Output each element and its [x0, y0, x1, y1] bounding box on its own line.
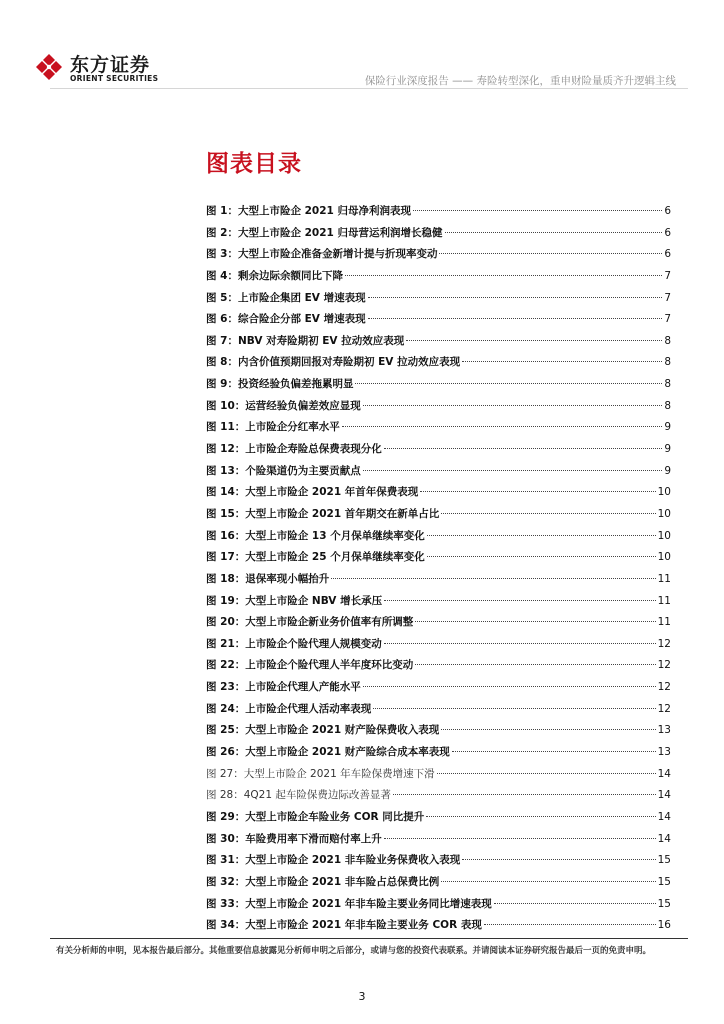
toc-entry-label: 图 7：NBV 对寿险期初 EV 拉动效应表现: [206, 334, 405, 347]
toc-dot-leader: [462, 361, 662, 362]
toc-entry-label: 图 16：大型上市险企 13 个月保单继续率变化: [206, 529, 425, 542]
toc-entry[interactable]: [206, 807, 671, 829]
toc-dot-leader: [384, 838, 656, 839]
toc-dot-leader: [439, 253, 662, 254]
toc-dot-leader: [368, 318, 663, 319]
toc-entry-page-number: 12: [657, 681, 671, 694]
toc-entry[interactable]: [206, 699, 671, 721]
toc-entry[interactable]: [206, 612, 671, 634]
toc-entry-label: 图 21：上市险企个险代理人规模变动: [206, 637, 382, 650]
toc-dot-leader: [363, 470, 663, 471]
toc-entry-page-number: 11: [657, 572, 671, 585]
toc-dot-leader: [373, 708, 655, 709]
figure-table-of-contents: [206, 201, 671, 937]
toc-entry[interactable]: [206, 742, 671, 764]
toc-entry[interactable]: [206, 352, 671, 374]
toc-entry-label: 图 12：上市险企寿险总保费表现分化: [206, 443, 382, 456]
toc-dot-leader: [437, 773, 656, 774]
toc-dot-leader: [452, 751, 656, 752]
toc-entry-page-number: 11: [657, 594, 671, 607]
toc-entry-page-number: 14: [657, 767, 671, 780]
toc-dot-leader: [441, 513, 655, 514]
toc-dot-leader: [363, 686, 656, 687]
toc-entry-page-number: 7: [664, 291, 671, 304]
toc-entry-page-number: 7: [664, 269, 671, 282]
toc-entry[interactable]: [206, 223, 671, 245]
toc-dot-leader: [342, 426, 663, 427]
toc-dot-leader: [415, 621, 655, 622]
toc-dot-leader: [441, 729, 655, 730]
toc-entry-page-number: 10: [657, 551, 671, 564]
toc-entry-label: 图 5：上市险企集团 EV 增速表现: [206, 291, 366, 304]
toc-dot-leader: [427, 556, 656, 557]
report-header-title: 保险行业深度报告 —— 寿险转型深化，重申财险量质齐升逻辑主线: [364, 75, 676, 87]
toc-dot-leader: [427, 535, 656, 536]
toc-entry-label: 图 31：大型上市险企 2021 非车险业务保费收入表现: [206, 854, 461, 867]
toc-dot-leader: [445, 232, 663, 233]
toc-entry[interactable]: [206, 915, 671, 937]
toc-entry[interactable]: [206, 482, 671, 504]
toc-entry[interactable]: [206, 309, 671, 331]
toc-entry-page-number: 12: [657, 659, 671, 672]
toc-entry-page-number: 9: [664, 443, 671, 456]
toc-dot-leader: [406, 340, 662, 341]
toc-entry-label: 图 29：大型上市险企车险业务 COR 同比提升: [206, 810, 425, 823]
header-divider: [50, 88, 688, 89]
toc-entry-label: 图 30：车险费用率下滑而赔付率上升: [206, 832, 382, 845]
toc-entry-page-number: 6: [664, 248, 671, 261]
toc-dot-leader: [368, 297, 663, 298]
toc-entry-page-number: 6: [664, 226, 671, 239]
toc-dot-leader: [420, 491, 655, 492]
toc-entry-label: 图 2：大型上市险企 2021 归母营运利润增长稳健: [206, 226, 443, 239]
toc-entry[interactable]: [206, 547, 671, 569]
toc-entry-label: 图 34：大型上市险企 2021 年非车险主要业务 COR 表现: [206, 919, 482, 932]
toc-entry-page-number: 8: [664, 378, 671, 391]
toc-entry-page-number: 8: [664, 334, 671, 347]
toc-entry-page-number: 10: [657, 507, 671, 520]
toc-entry[interactable]: [206, 374, 671, 396]
toc-entry[interactable]: [206, 526, 671, 548]
toc-entry-page-number: 14: [657, 810, 671, 823]
toc-entry[interactable]: [206, 266, 671, 288]
toc-dot-leader: [494, 903, 656, 904]
toc-entry-page-number: 15: [657, 875, 671, 888]
toc-entry[interactable]: [206, 201, 671, 223]
toc-entry[interactable]: [206, 850, 671, 872]
toc-dot-leader: [355, 383, 662, 384]
toc-entry[interactable]: [206, 439, 671, 461]
toc-entry-label: 图 33：大型上市险企 2021 年非车险主要业务同比增速表现: [206, 897, 492, 910]
toc-entry[interactable]: [206, 288, 671, 310]
toc-entry-page-number: 8: [664, 399, 671, 412]
toc-entry-label: 图 14：大型上市险企 2021 年首年保费表现: [206, 486, 419, 499]
page-header: [0, 0, 724, 95]
toc-entry-label: 图 1：大型上市险企 2021 归母净利润表现: [206, 205, 411, 217]
toc-entry[interactable]: [206, 417, 671, 439]
toc-entry-label: 图 11：上市险企分红率水平: [206, 421, 340, 434]
toc-entry-page-number: 14: [657, 789, 671, 802]
toc-entry[interactable]: [206, 655, 671, 677]
toc-entry-page-number: 13: [657, 724, 671, 737]
analyst-disclaimer: 有关分析师的申明，见本报告最后部分。其他重要信息披露见分析师申明之后部分，或请与您的投资代表联系。并请阅读本证券研究报告最后一页的免责申明。: [56, 946, 652, 956]
toc-entry-page-number: 15: [657, 897, 671, 910]
logo-chinese-name: 东方证券: [70, 54, 151, 76]
toc-dot-leader: [363, 405, 663, 406]
toc-dot-leader: [393, 794, 656, 795]
toc-dot-leader: [462, 859, 655, 860]
footer-divider: [50, 938, 688, 939]
toc-entry-page-number: 9: [664, 464, 671, 477]
toc-entry-label: 图 28：4Q21 起车险保费边际改善显著: [206, 789, 391, 802]
toc-entry[interactable]: [206, 331, 671, 353]
toc-entry-page-number: 12: [657, 702, 671, 715]
page-number: 3: [358, 990, 366, 1003]
toc-entry-label: 图 26：大型上市险企 2021 财产险综合成本率表现: [206, 746, 450, 759]
toc-entry[interactable]: [206, 396, 671, 418]
toc-entry-page-number: 15: [657, 854, 671, 867]
toc-dot-leader: [331, 578, 655, 579]
toc-entry-label: 图 22：上市险企个险代理人半年度环比变动: [206, 659, 414, 672]
toc-entry-page-number: 13: [657, 746, 671, 759]
toc-entry-label: 图 32：大型上市险企 2021 非车险占总保费比例: [206, 875, 440, 888]
toc-entry[interactable]: [206, 244, 671, 266]
brand-logo: [34, 50, 164, 86]
toc-entry-page-number: 11: [657, 616, 671, 629]
toc-entry-label: 图 17：大型上市险企 25 个月保单继续率变化: [206, 551, 425, 564]
toc-dot-leader: [415, 664, 655, 665]
toc-entry-label: 图 9：投资经验负偏差拖累明显: [206, 378, 354, 391]
toc-entry[interactable]: [206, 504, 671, 526]
toc-dot-leader: [345, 275, 662, 276]
toc-dot-leader: [484, 924, 656, 925]
toc-entry-page-number: 9: [664, 421, 671, 434]
toc-entry-label: 图 27：大型上市险企 2021 年车险保费增速下滑: [206, 767, 435, 780]
toc-dot-leader: [413, 210, 662, 211]
toc-entry-page-number: 6: [664, 205, 671, 217]
toc-entry[interactable]: [206, 785, 671, 807]
toc-entry-label: 图 24：上市险企代理人活动率表现: [206, 702, 372, 715]
toc-entry-label: 图 8：内含价值预期回报对寿险期初 EV 拉动效应表现: [206, 356, 461, 369]
toc-dot-leader: [384, 448, 663, 449]
toc-entry-page-number: 16: [657, 919, 671, 932]
toc-entry[interactable]: [206, 569, 671, 591]
toc-entry[interactable]: [206, 677, 671, 699]
orient-securities-logo-icon: [34, 52, 64, 82]
toc-entry-page-number: 12: [657, 637, 671, 650]
toc-entry-page-number: 10: [657, 529, 671, 542]
toc-entry[interactable]: [206, 872, 671, 894]
toc-dot-leader: [441, 881, 655, 882]
toc-entry-label: 图 20：大型上市险企新业务价值率有所调整: [206, 616, 414, 629]
toc-entry-label: 图 4：剩余边际余额同比下降: [206, 269, 343, 282]
toc-entry-page-number: 10: [657, 486, 671, 499]
toc-entry[interactable]: [206, 591, 671, 613]
toc-entry-label: 图 23：上市险企代理人产能水平: [206, 681, 361, 694]
logo-english-name: ORIENT SECURITIES: [70, 74, 159, 83]
toc-entry-label: 图 10：运营经验负偏差效应显现: [206, 399, 361, 412]
toc-dot-leader: [426, 816, 655, 817]
toc-entry-label: 图 13：个险渠道仍为主要贡献点: [206, 464, 361, 477]
toc-entry[interactable]: [206, 829, 671, 851]
toc-entry-page-number: 7: [664, 313, 671, 326]
toc-entry-label: 图 3：大型上市险企准备金新增计提与折现率变动: [206, 248, 438, 261]
toc-entry[interactable]: [206, 461, 671, 483]
toc-entry[interactable]: [206, 764, 671, 786]
toc-entry-label: 图 6：综合险企分部 EV 增速表现: [206, 313, 366, 326]
toc-entry-label: 图 25：大型上市险企 2021 财产险保费收入表现: [206, 724, 440, 737]
toc-dot-leader: [384, 600, 656, 601]
toc-dot-leader: [384, 643, 656, 644]
toc-entry[interactable]: [206, 894, 671, 916]
toc-heading: 图表目录: [206, 151, 302, 177]
toc-entry[interactable]: [206, 634, 671, 656]
toc-entry-page-number: 8: [664, 356, 671, 369]
toc-entry-label: 图 18：退保率现小幅抬升: [206, 572, 330, 585]
toc-entry-label: 图 15：大型上市险企 2021 首年期交在新单占比: [206, 507, 440, 520]
toc-entry-label: 图 19：大型上市险企 NBV 增长承压: [206, 594, 383, 607]
toc-entry-page-number: 14: [657, 832, 671, 845]
toc-entry[interactable]: [206, 720, 671, 742]
